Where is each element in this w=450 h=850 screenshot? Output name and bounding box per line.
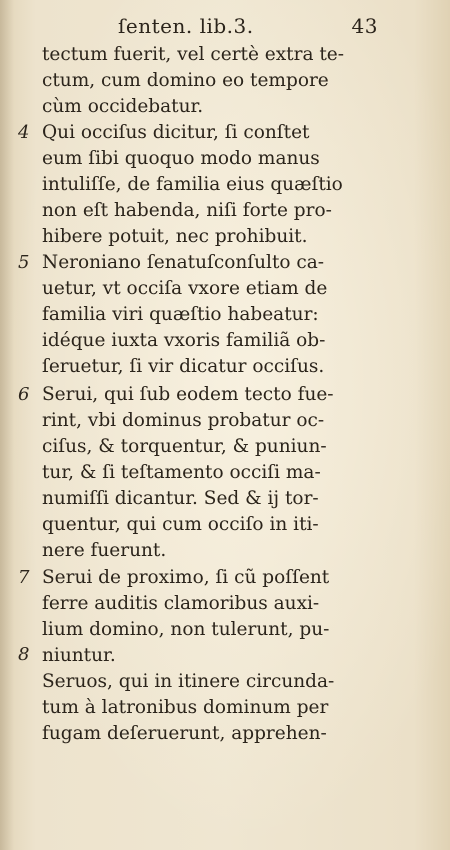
text-line: niuntur. [42,645,116,666]
text-line: ciſus, & torquentur, & puniun- [42,436,327,457]
text-line: ferre auditis clamoribus auxi- [42,593,320,614]
text-line: quentur, qui cum occiſo in iti- [42,514,319,535]
text-line: non eſt habenda, niſi forte pro- [42,200,332,221]
text-line: tum à latronibus dominum per [42,697,329,718]
text-line: idéque iuxta vxoris familiã ob- [42,330,326,351]
text-line: Neroniano ſenatuſconſulto ca- [42,252,325,273]
text-line: fugam deſeruerunt, apprehen- [42,723,327,744]
paragraph-number: 6 [18,384,30,405]
page-number: 43 [351,14,378,38]
text-line: uetur, vt occiſa vxore etiam de [42,278,328,299]
text-line: eum ſibi quoquo modo manus [42,148,320,169]
gutter-shadow [0,0,14,850]
text-line: intuliſſe, de familia eius quæſtio [42,174,343,195]
text-line: familia viri quæſtio habeatur: [42,304,319,325]
text-line: Seruos, qui in itinere circunda- [42,671,335,692]
running-title: ſenten. lib.3. [118,14,254,38]
text-line: lium domino, non tulerunt, pu- [42,619,330,640]
text-line: ſeruetur, ſi vir dicatur occiſus. [42,356,325,377]
paragraph-number: 4 [18,122,30,143]
text-line: Serui de proximo, ſi cũ poſſent [42,567,330,588]
paragraph-number: 7 [18,567,30,588]
text-line: tectum fuerit, vel certè extra te- [42,44,344,65]
text-line: rint, vbi dominus probatur oc- [42,410,325,431]
paragraph-number: 5 [18,252,30,273]
page-header [118,14,378,44]
paragraph-number: 8 [18,644,30,665]
text-line: nere fuerunt. [42,540,167,561]
text-line: hibere potuit, nec prohibuit. [42,226,308,247]
text-line: ctum, cum domino eo tempore [42,70,329,91]
text-line: tur, & ſi teſtamento occiſi ma- [42,462,321,483]
text-line: Serui, qui ſub eodem tecto fue- [42,384,334,405]
text-line: cùm occidebatur. [42,96,204,117]
text-line: numiſſi dicantur. Sed & ij tor- [42,488,319,509]
text-line: Qui occiſus dicitur, ſi conſtet [42,122,310,143]
